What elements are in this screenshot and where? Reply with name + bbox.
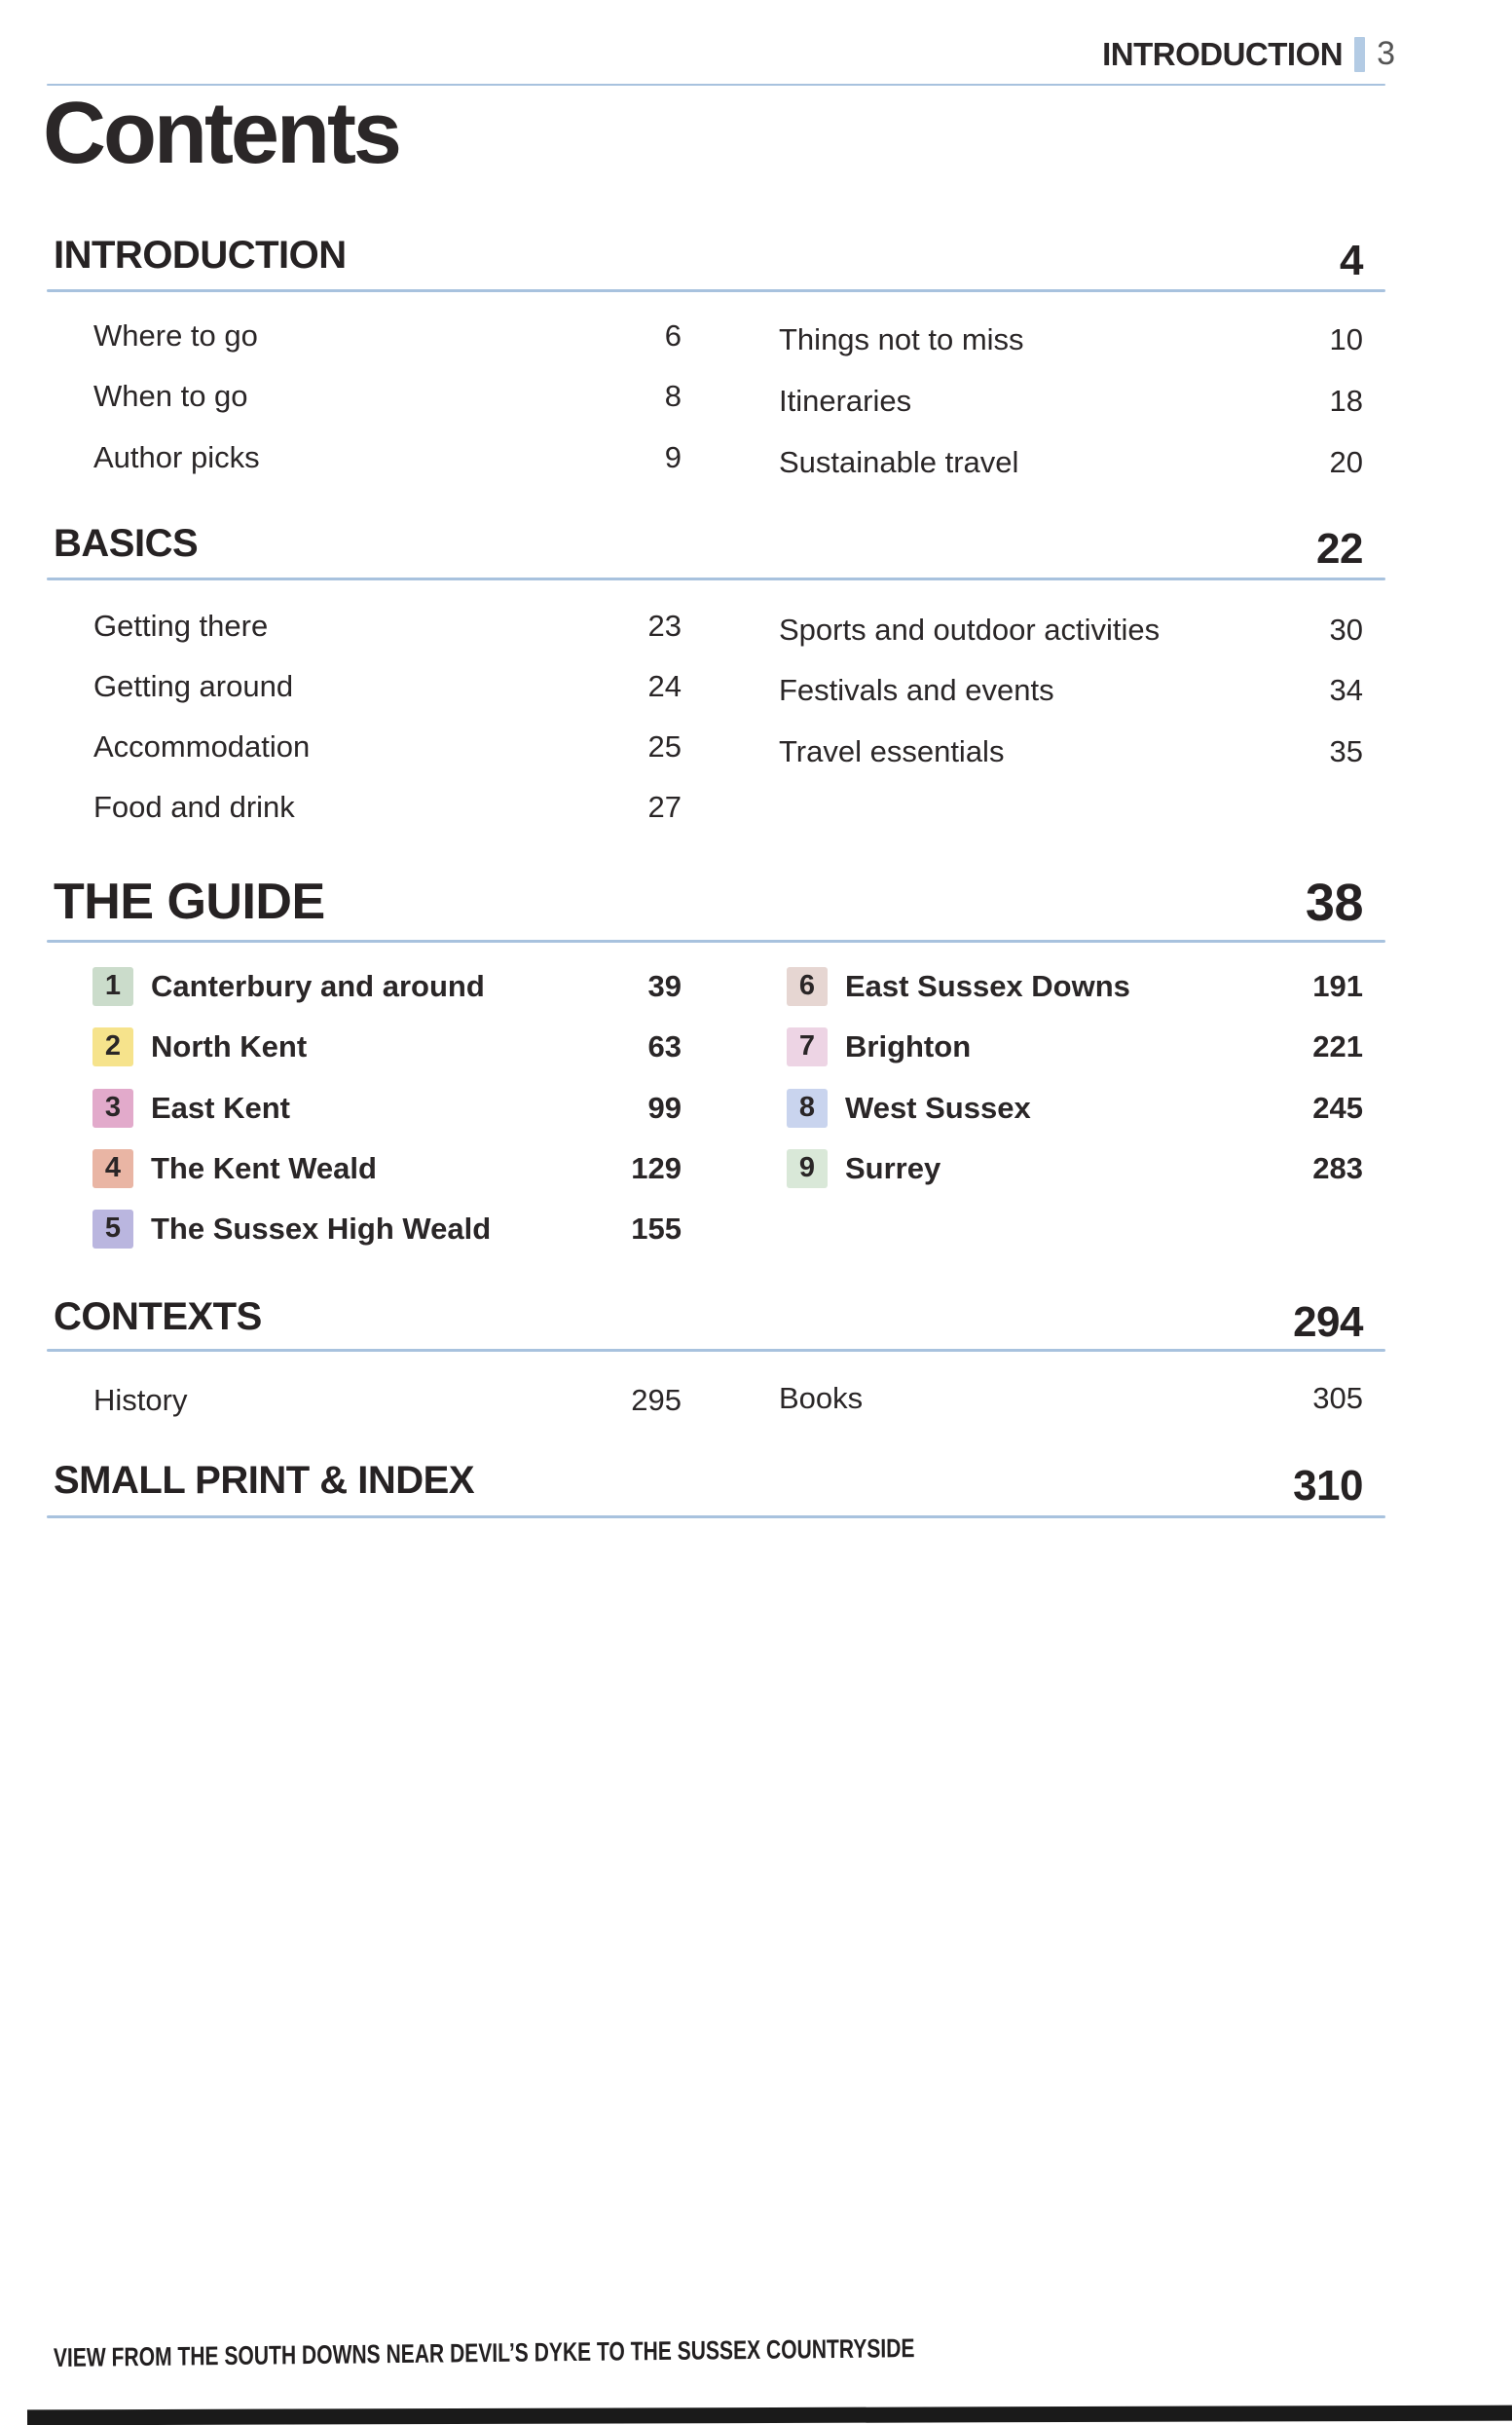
toc-entry-page: 34 <box>1329 673 1363 707</box>
section-header-the-guide <box>54 874 1363 932</box>
toc-entry-page: 191 <box>1312 968 1363 1003</box>
toc-entry <box>779 614 1363 647</box>
page-title: Contents <box>43 85 399 182</box>
toc-chapter-entry <box>92 1089 682 1128</box>
toc-entry <box>93 791 682 824</box>
toc-entry-label: Getting there <box>93 609 269 643</box>
running-header-section: INTRODUCTION <box>1102 35 1344 72</box>
toc-entry-label: West Sussex <box>845 1090 1031 1125</box>
toc-entry-page: 245 <box>1312 1090 1363 1125</box>
toc-entry-page: 27 <box>647 790 682 824</box>
section-title: CONTEXTS <box>54 1295 262 1338</box>
chapter-number-badge: 9 <box>787 1149 828 1188</box>
toc-entry-page: 6 <box>664 318 682 353</box>
running-header-page-number: 3 <box>1377 35 1395 72</box>
chapter-number-badge: 7 <box>787 1027 828 1066</box>
section-header-basics <box>54 522 1363 573</box>
chapter-number-badge: 8 <box>787 1089 828 1128</box>
section-header-small-print-index <box>54 1459 1363 1510</box>
toc-chapter-entry <box>787 1149 1363 1188</box>
chapter-number-badge: 4 <box>92 1149 133 1188</box>
toc-entry-label: Food and drink <box>93 790 295 824</box>
toc-entry-page: 9 <box>664 440 682 474</box>
toc-entry <box>93 670 682 703</box>
toc-entry-page: 63 <box>647 1028 682 1063</box>
section-divider-line <box>47 1515 1385 1518</box>
toc-entry-page: 24 <box>647 669 682 703</box>
toc-entry-page: 99 <box>647 1090 682 1125</box>
toc-entry-page: 30 <box>1329 613 1363 647</box>
toc-entry <box>779 446 1363 479</box>
toc-entry <box>93 610 682 643</box>
toc-entry-label: The Sussex High Weald <box>151 1211 492 1246</box>
toc-entry-label: Itineraries <box>779 384 912 418</box>
toc-entry <box>779 385 1363 418</box>
toc-entry-page: 221 <box>1312 1028 1363 1063</box>
toc-chapter-entry <box>787 1089 1363 1128</box>
toc-entry <box>93 730 682 764</box>
toc-entry-label: Things not to miss <box>779 322 1024 356</box>
section-divider-line <box>47 289 1385 292</box>
toc-entry-page: 295 <box>631 1383 682 1417</box>
toc-entry-label: Travel essentials <box>779 734 1005 768</box>
section-title: THE GUIDE <box>54 874 325 930</box>
toc-entry-label: Sustainable travel <box>779 445 1019 479</box>
chapter-number-badge: 6 <box>787 967 828 1006</box>
running-header <box>1102 35 1395 73</box>
toc-entry <box>93 1384 682 1417</box>
toc-entry-label: Sports and outdoor activities <box>779 613 1161 647</box>
toc-entry-page: 25 <box>647 729 682 764</box>
section-title: SMALL PRINT & INDEX <box>54 1459 475 1502</box>
toc-entry-page: 18 <box>1329 384 1363 418</box>
section-header-introduction <box>54 234 1363 284</box>
section-divider-line <box>47 578 1385 580</box>
section-header-contexts <box>54 1295 1363 1346</box>
toc-entry-label: When to go <box>93 379 248 413</box>
toc-entry-label: Author picks <box>93 440 260 474</box>
toc-entry-label: Brighton <box>845 1028 972 1063</box>
section-divider-line <box>47 1349 1385 1352</box>
chapter-number-badge: 5 <box>92 1210 133 1249</box>
toc-entry-page: 39 <box>647 968 682 1003</box>
toc-entry <box>779 1382 1363 1415</box>
toc-entry-page: 35 <box>1329 734 1363 768</box>
toc-chapter-entry <box>787 967 1363 1006</box>
toc-entry-page: 283 <box>1312 1150 1363 1185</box>
toc-entry-label: East Sussex Downs <box>845 968 1130 1003</box>
toc-chapter-entry <box>92 1210 682 1249</box>
toc-entry-label: Books <box>779 1381 864 1415</box>
header-accent-bar <box>1354 37 1365 72</box>
toc-entry-label: Surrey <box>845 1150 941 1185</box>
toc-chapter-entry <box>787 1027 1363 1066</box>
toc-entry-label: Festivals and events <box>779 673 1054 707</box>
toc-entry-label: History <box>93 1383 188 1417</box>
section-title: INTRODUCTION <box>54 234 347 277</box>
section-page-number: 294 <box>1293 1298 1363 1346</box>
toc-entry-label: Accommodation <box>93 729 311 764</box>
toc-entry-page: 129 <box>631 1150 682 1185</box>
toc-entry-label: East Kent <box>151 1090 290 1125</box>
section-page-number: 4 <box>1340 237 1363 284</box>
toc-entry <box>779 735 1363 768</box>
toc-entry <box>93 441 682 474</box>
section-page-number: 22 <box>1316 525 1363 573</box>
section-divider-line <box>47 940 1385 943</box>
chapter-number-badge: 2 <box>92 1027 133 1066</box>
section-page-number: 310 <box>1293 1462 1363 1510</box>
section-page-number: 38 <box>1305 874 1363 932</box>
toc-entry <box>779 323 1363 356</box>
toc-entry-page: 155 <box>631 1211 682 1246</box>
toc-entry-page: 23 <box>647 609 682 643</box>
photo-caption: VIEW FROM THE SOUTH DOWNS NEAR DEVIL’S DYKE TO THE SUSSEX COUNTRYSIDE <box>53 2333 915 2372</box>
toc-entry <box>779 674 1363 707</box>
toc-entry-label: The Kent Weald <box>151 1150 377 1185</box>
toc-entry-page: 305 <box>1312 1381 1363 1415</box>
section-title: BASICS <box>54 522 199 565</box>
toc-entry-label: North Kent <box>151 1028 308 1063</box>
toc-chapter-entry <box>92 1149 682 1188</box>
toc-entry-page: 10 <box>1329 322 1363 356</box>
toc-entry-label: Getting around <box>93 669 294 703</box>
toc-entry-label: Where to go <box>93 318 258 353</box>
toc-entry-page: 20 <box>1329 445 1363 479</box>
toc-entry-label: Canterbury and around <box>151 968 485 1003</box>
toc-chapter-entry <box>92 967 682 1006</box>
toc-chapter-entry <box>92 1027 682 1066</box>
toc-entry <box>93 380 682 413</box>
chapter-number-badge: 1 <box>92 967 133 1006</box>
chapter-number-badge: 3 <box>92 1089 133 1128</box>
toc-entry-page: 8 <box>664 379 682 413</box>
toc-entry <box>93 319 682 353</box>
